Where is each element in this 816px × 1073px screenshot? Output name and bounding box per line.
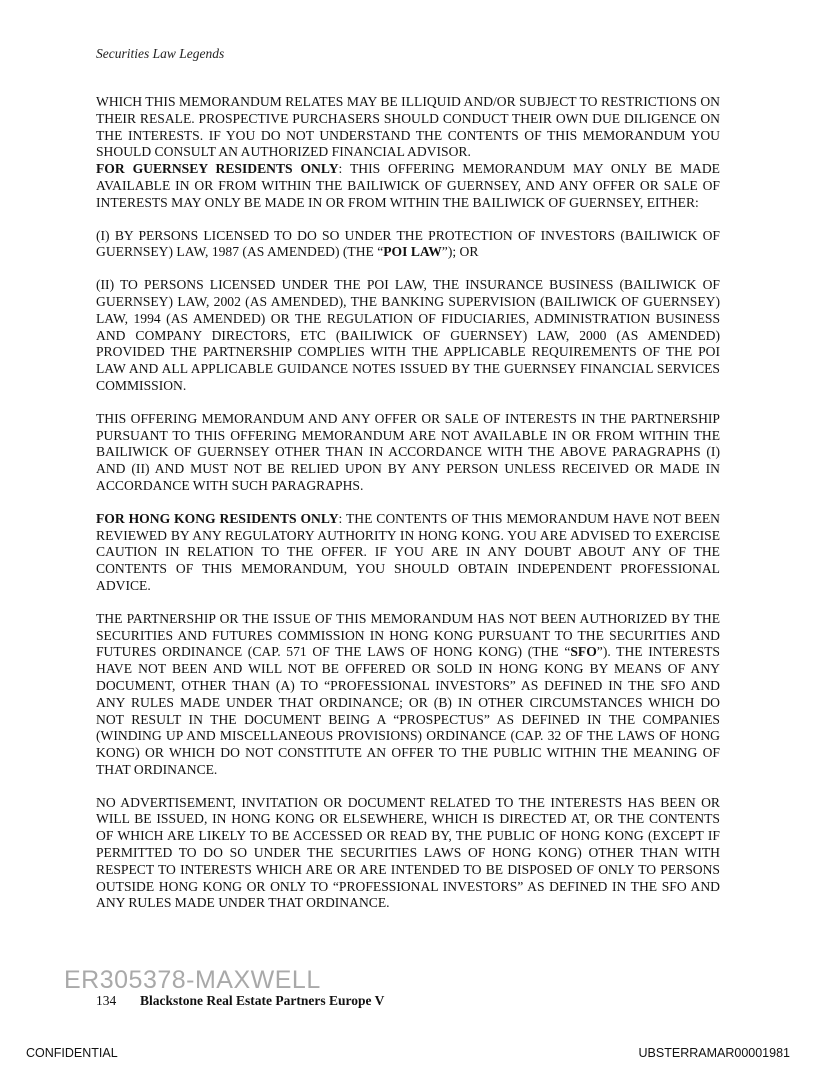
document-title: Blackstone Real Estate Partners Europe V	[140, 993, 385, 1008]
paragraph-sfo	[96, 611, 720, 779]
paragraph-clause-ii: (II) TO PERSONS LICENSED UNDER THE POI LAW, THE INSURANCE BUSINESS (BAILIWICK OF GUERNSEY) LAW, 2002 (AS AMENDED), THE BANKING SUPERVISION (BAILIWICK OF GUERNSEY) LAW, 1994 (AS AMENDED) OR THE REGULATION OF FIDUCIARIES, ADMINISTRATION BUSINESS AND COMPANY DIRECTORS, ETC (BAILIWICK OF GUERNSEY) LAW, 2000 (AS AMENDED) PROVIDED THE PARTNERSHIP COMPLIES WITH THE APPLICABLE REQUIREMENTS OF THE POI LAW AND ALL APPLICABLE GUIDANCE NOTES ISSUED BY THE GUERNSEY FINANCIAL SERVICES COMMISSION.	[96, 277, 720, 393]
poi-law-term: POI LAW	[383, 244, 442, 260]
confidential-label: CONFIDENTIAL	[26, 1046, 118, 1060]
guernsey-text: : THIS OFFERING MEMORANDUM MAY ONLY BE MADE AVAILABLE IN OR FROM WITHIN THE BAILIWICK OF GUERNSEY, AND ANY OFFER OR SALE OF INTERESTS MAY ONLY BE MADE IN OR FROM WITHIN THE BAILIWICK OF GUERNSEY, EITHER:	[96, 161, 720, 210]
control-number: UBSTERRAMAR00001981	[638, 1046, 790, 1060]
page-footer	[96, 993, 384, 1009]
paragraph-clause-i	[96, 228, 720, 262]
memorandum-body	[96, 94, 720, 928]
paragraph-no-advertisement: NO ADVERTISEMENT, INVITATION OR DOCUMENT RELATED TO THE INTERESTS HAS BEEN OR WILL BE ISSUED, IN HONG KONG OR ELSEWHERE, WHICH IS DIRECTED AT, OR THE CONTENTS OF WHICH ARE LIKELY TO BE ACCESSED OR READ BY, THE PUBLIC OF HONG KONG (EXCEPT IF PERMITTED TO DO SO UNDER THE SECURITIES LAWS OF HONG KONG) OTHER THAN WITH RESPECT TO INTERESTS WHICH ARE OR ARE INTENDED TO BE DISPOSED OF ONLY TO PERSONS OUTSIDE HONG KONG OR ONLY TO “PROFESSIONAL INVESTORS” AS DEFINED IN THE SFO AND ANY RULES MADE UNDER THAT ORDINANCE.	[96, 794, 720, 911]
hong-kong-text: : THE CONTENTS OF THIS MEMORANDUM HAVE NOT BEEN REVIEWED BY ANY REGULATORY AUTHORITY IN HONG KONG. YOU ARE ADVISED TO EXERCISE CAUTION IN RELATION TO THE OFFER. IF YOU ARE IN ANY DOUBT ABOUT ANY OF THE CONTENTS OF THIS MEMORANDUM, YOU SHOULD OBTAIN INDEPENDENT PROFESSIONAL ADVICE.	[96, 510, 721, 593]
running-header: Securities Law Legends	[96, 46, 225, 61]
paragraph-guernsey-restriction: THIS OFFERING MEMORANDUM AND ANY OFFER OR SALE OF INTERESTS IN THE PARTNERSHIP PURSUANT TO THIS OFFERING MEMORANDUM ARE NOT AVAILABLE IN OR FROM WITHIN THE BAILIWICK OF GUERNSEY OTHER THAN IN ACCORDANCE WITH THE ABOVE PARAGRAPHS (I) AND (II) AND MUST NOT BE RELIED UPON BY ANY PERSON UNLESS RECEIVED OR MADE IN ACCORDANCE WITH SUCH PARAGRAPHS.	[96, 410, 720, 493]
clause-i-text-end: ”); OR	[441, 244, 479, 260]
sfo-text-end: ”). THE INTERESTS HAVE NOT BEEN AND WILL NOT BE OFFERED OR SOLD IN HONG KONG BY MEANS OF ANY DOCUMENT, OTHER THAN (A) TO “PROFESSIONAL INVESTORS” AS DEFINED IN THE SFO AND ANY RULES MADE UNDER THAT ORDINANCE; OR (B) IN OTHER CIRCUMSTANCES WHICH DO NOT RESULT IN THE DOCUMENT BEING A “PROSPECTUS” AS DEFINED IN THE COMPANIES (WINDING UP AND MISCELLANEOUS PROVISIONS) ORDINANCE (CAP. 32 OF THE LAWS OF HONG KONG) OR WHICH DO NOT CONSTITUTE AN OFFER TO THE PUBLIC WITHIN THE MEANING OF THAT ORDINANCE.	[96, 644, 720, 777]
guernsey-heading: FOR GUERNSEY RESIDENTS ONLY	[96, 161, 339, 177]
sfo-text-start: THE PARTNERSHIP OR THE ISSUE OF THIS MEMORANDUM HAS NOT BEEN AUTHORIZED BY THE SECURITIES AND FUTURES COMMISSION IN HONG KONG PURSUANT TO THE SECURITIES AND FUTURES ORDINANCE (CAP. 571 OF THE LAWS OF HONG KONG) (THE “	[96, 610, 720, 660]
hong-kong-heading: FOR HONG KONG RESIDENTS ONLY	[96, 510, 339, 526]
paragraph-illiquid-interests: WHICH THIS MEMORANDUM RELATES MAY BE ILLIQUID AND/OR SUBJECT TO RESTRICTIONS ON THEIR RESALE. PROSPECTIVE PURCHASERS SHOULD CONDUCT THEIR OWN DUE DILIGENCE ON THE INTERESTS. IF YOU DO NOT UNDERSTAND THE CONTENTS OF THIS MEMORANDUM YOU SHOULD CONSULT AN AUTHORIZED FINANCIAL ADVISOR.	[96, 94, 720, 160]
paragraph-hong-kong-residents	[96, 511, 720, 595]
paragraph-guernsey-residents	[96, 161, 720, 211]
bates-stamp: ER305378-MAXWELL	[64, 966, 321, 994]
page-number: 134	[96, 993, 117, 1008]
clause-i-text-start: (I) BY PERSONS LICENSED TO DO SO UNDER THE PROTECTION OF INVESTORS (BAILIWICK OF GUERNSEY) LAW, 1987 (AS AMENDED) (THE “	[96, 227, 720, 260]
sfo-term: SFO	[570, 644, 597, 660]
